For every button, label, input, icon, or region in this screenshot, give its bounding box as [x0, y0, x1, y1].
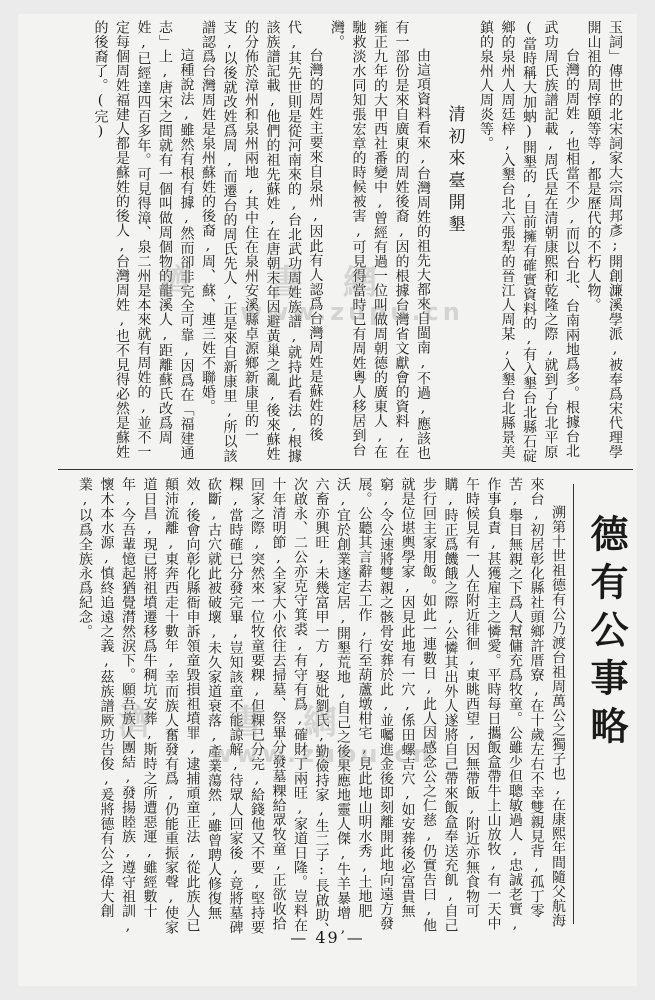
title-divider: [573, 484, 574, 924]
page-number: — 49 —: [290, 928, 365, 947]
watermark-logo: 濟 書 網: [118, 703, 340, 743]
continuation-paragraph: 玉詞」傳世的北宋詞家大宗周邦彥;開創濂溪學派,被奉爲宋代理學開山祖的周惇頤等等,都是歷代的不朽人物。: [585, 20, 623, 459]
origin-paragraph: 由這項資料看來,台灣周姓的祖先大都來自閩南,不過,應該也有一部份是來自廣東的周姓後裔,因的根據台灣省文獻會的資料,在雍正九年的大甲西社番變中,曾經有過一位叫做周朝德的廣東人,在馳救淡水同知張宏章的時候被害,可見得當時已有周姓粵人移居到台灣。: [329, 20, 431, 460]
biography-paragraph: 溯第十世祖德有公乃渡台祖周萬公之獨子也,在康熙年間隨父航海來台,初居彰化縣社頭鄉許厝寮,在十歲左右不幸雙親見背,孤丁零苦,舉目無親之下爲人幫傭充爲牧童。公雖少但聰敏過人,忠誠老實,作事負責,甚獲雇主之憐愛。平時每日攜飯盒帶牛上山放牧,有一天中午時候見有一人在附近徘徊,東眺西望,因無帶飯,附近亦無食物可購,時正爲饑餓之際,公憐其出外人遂將自己帶來飯盒奉送充飢,自己步行回主家用飯。如此一連數日,此人因感念公之仁慈,仍實告曰,他就是位堪輿學家,因見此地有一穴,係田螺吉穴,如安葬後必富貴無窮,令公速將雙親之骸骨安葬於此,並囑進金後即刻離開此地向遠方發展。公聽其言辭去工作,行至葫蘆墩柑宅,見此地山明水秀,土地肥沃,宜於創業遂定居,開墾荒地,自己之後果應地靈人傑,牛羊暴增,六畜亦興旺,未幾富甲一方,娶妣劉氏,勤儉持家,生二子:長啟助、次啟永、二公亦克守箕裘,有守有爲,確財丁兩旺,家道日隆。豈料在十年清明節,全家大小依往去掃墓、祭畢分發墓粿給眾牧童,正欲收拾回家之際,突然來一位牧童要粿,但粿已分完,給錢他又不要,堅持要粿,當時確已分發完畢,豈知該童不能諒解,待眾人回家後,竟將墓碑砍斷,古穴就此被破壞,未久家道衰落,產業蕩然,雖曾聘人修復無效,後會向彰化縣衙申訴領童毀損祖墳罪,逮捕頑童正法,從此族人已顛沛流離,東奔西走十數年,幸而族人奮發有爲,仍能重振家聲,使家道日昌,現已將祖墳遷移爲牛稠坑安葬,斯時之所遭惡運,雖經數十年,今吾輩憶起猶覺潸然淚下。願吾族人團結,發揚睦族,遵守祖訓,懷木本水源,慎終追遠之義,茲族譜厥功告俊,爰將德有公之偉大創業,以爲全族永爲紀念。: [77, 477, 566, 937]
taiwan-zhou-paragraph: 台灣的周姓,也相當不少,而以台北、台南兩地爲多。根據台北武功周氏族譜記載,周氏是在清朝康熙和乾隆之際,就到了台北平原(當時稱大加蚋)開墾的,目前擁有確實資料的,有入墾台北縣石碇鄉的泉州人周廷梓,入墾台北六張犁的晉江人周某,入墾台北縣景美鎮的泉州人周炎等。: [478, 20, 580, 463]
watermark-url: www.zupu.cn: [240, 298, 464, 326]
lineage-paragraph: 台灣的周姓主要來自泉州,因此有人認爲台灣周姓是蘇姓的後代,其先世則是從河南來的,台北武功周姓族譜,就持此看法,根據該族譜記載,他們的祖先蘇姓,在唐朝末年因避黃巢之亂,後來蘇姓的分佈於漳州和泉州兩地,其中住在泉州安溪縣卓源鄉新康里的一支,以後就改姓爲周,而遷台的周氏先人,正是來自新康里,所以該譜認爲台灣周姓是泉州蘇姓的後裔,周、蘇、連三姓不聯婚。: [200, 20, 324, 463]
document-page: [18, 14, 637, 986]
conclusion-paragraph: 這種說法,雖然有根有據,然而卻非完全可靠,因爲在「福建通志」上,唐宋之間就有一個叫做周個物的龍溪人,距離蘇氏改爲周姓,已經達四百多年。可見得漳、泉二州是本來就有周姓的,並不一定每個周姓福建人都是蘇姓的後人,台灣周姓,也不見得必然是蘇姓的後裔了。(完): [92, 20, 195, 460]
section-heading: 清初來臺開墾: [444, 105, 465, 237]
watermark-url: www.zupu.cn: [210, 740, 434, 768]
bottom-article: [68, 477, 568, 937]
watermark-logo: 濟 書 網: [158, 263, 380, 303]
article-title: 德有公事略: [584, 514, 629, 754]
top-article: [60, 20, 625, 470]
section-divider: [58, 469, 633, 470]
